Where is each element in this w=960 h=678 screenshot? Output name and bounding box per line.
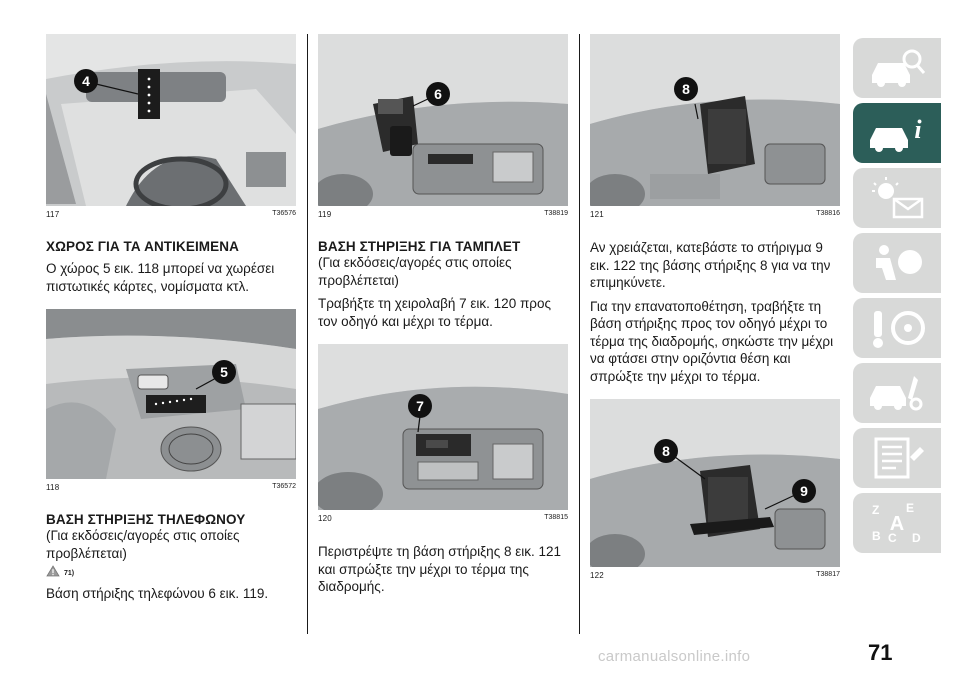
tab-car-info[interactable] <box>853 103 941 163</box>
paragraph: Περιστρέψτε τη βάση στήριξης 8 εικ. 121 και σπρώξτε την μέχρι το τέρμα της διαδρομής. <box>318 544 561 594</box>
figure-code: T38817 <box>816 571 840 578</box>
tablet-holder-rotated-illustration <box>590 34 840 206</box>
figure-caption <box>46 210 296 219</box>
warning-ref-number: 71) <box>64 570 75 577</box>
storage-compartment-illustration <box>46 309 296 479</box>
figure-caption <box>46 483 296 492</box>
figure-119 <box>318 34 568 219</box>
paragraph: Αν χρειάζεται, κατεβάστε το στήριγμα 9 εικ. 122 της βάσης στήριξης 8 για να την επιμηκύνετε. <box>590 240 831 290</box>
section-heading: ΒΑΣΗ ΣΤΗΡΙΞΗΣ ΤΗΛΕΦΩΝΟΥ <box>46 512 246 527</box>
paragraph: Βάση στήριξης τηλεφώνου 6 εικ. 119. <box>46 586 269 601</box>
tab-alphabet-index[interactable] <box>853 493 941 553</box>
figure-caption <box>590 210 840 219</box>
svg-text:i: i <box>914 115 922 144</box>
section-heading: ΧΩΡΟΣ ΓΙΑ ΤΑ ΑΝΤΙΚΕΙΜΕΝΑ <box>46 239 239 254</box>
column-divider <box>579 34 580 634</box>
airbag-seat-icon <box>866 240 928 286</box>
callout-label: 9 <box>800 483 808 499</box>
figure-117 <box>46 34 296 219</box>
availability-note: (Για εκδόσεις/αγορές στις οποίες προβλέπεται) <box>318 255 512 288</box>
specs-list-icon <box>866 435 928 481</box>
column-2 <box>318 34 568 596</box>
watermark: carmanualsonline.info <box>598 648 751 665</box>
paragraph: Ο χώρος 5 εικ. 118 μπορεί να χωρέσει πιστωτικές κάρτες, νομίσματα κτλ. <box>46 261 275 294</box>
figure-number: 118 <box>46 483 60 492</box>
figure-120 <box>318 344 568 523</box>
svg-text:C: C <box>888 531 897 545</box>
figure-caption <box>318 210 568 219</box>
figure-caption <box>590 571 840 580</box>
alphabet-index-icon <box>866 500 928 546</box>
figure-code: T38815 <box>544 514 568 521</box>
callout-label: 4 <box>82 73 90 89</box>
warning-reference <box>46 565 296 577</box>
tab-car-service[interactable] <box>853 363 941 423</box>
tab-specs-list[interactable] <box>853 428 941 488</box>
availability-note: (Για εκδόσεις/αγορές στις οποίες προβλέπεται) <box>46 528 240 561</box>
figure-code: T38816 <box>816 210 840 217</box>
svg-text:E: E <box>906 501 915 515</box>
figure-code: T38819 <box>544 210 568 217</box>
figure-number: 119 <box>318 210 332 219</box>
figure-121 <box>590 34 840 219</box>
tablet-holder-extended-illustration <box>590 399 840 567</box>
paragraph: Για την επανατοποθέτηση, τραβήξτε τη βάση στήριξης προς τον οδηγό μέχρι το τέρμα της διαδρομής, σηκώστε την μέχρι να φτάσει στην οριζόντια θέση και σπρώξτε την μέχρι το τέρμα. <box>590 298 834 384</box>
callout-label: 5 <box>220 364 228 380</box>
callout-label: 7 <box>416 398 424 414</box>
callout-label: 6 <box>434 86 442 102</box>
tablet-handle-illustration <box>318 344 568 510</box>
figure-number: 117 <box>46 210 60 219</box>
figure-number: 122 <box>590 571 604 580</box>
page-number: 71 <box>868 640 893 665</box>
column-divider <box>307 34 308 634</box>
tab-car-search[interactable] <box>853 38 941 98</box>
car-service-icon <box>866 370 928 416</box>
callout-label: 8 <box>662 443 670 459</box>
warning-lights-icon <box>866 175 928 221</box>
steering-start-icon <box>866 305 928 351</box>
svg-text:D: D <box>912 531 921 545</box>
figure-118 <box>46 309 296 492</box>
tab-airbag-seat[interactable] <box>853 233 941 293</box>
phone-holder-illustration <box>318 34 568 206</box>
figure-122 <box>590 399 840 580</box>
svg-text:A: A <box>889 513 905 535</box>
figure-number: 121 <box>590 210 604 219</box>
sun-visor-illustration <box>46 34 296 206</box>
column-3 <box>590 34 840 580</box>
callout-label: 8 <box>682 81 690 97</box>
figure-code: T36572 <box>272 483 296 490</box>
figure-code: T36576 <box>272 210 296 217</box>
figure-number: 120 <box>318 514 332 523</box>
paragraph: Τραβήξτε τη χειρολαβή 7 εικ. 120 προς τον οδηγό και μέχρι το τέρμα. <box>318 296 551 329</box>
svg-text:B: B <box>872 529 881 543</box>
car-info-icon <box>866 110 928 156</box>
warning-triangle-icon <box>46 565 60 577</box>
figure-caption <box>318 514 568 523</box>
car-search-icon <box>866 45 928 91</box>
column-1 <box>46 34 296 603</box>
tab-warning-lights[interactable] <box>853 168 941 228</box>
tab-steering-start[interactable] <box>853 298 941 358</box>
section-heading: ΒΑΣΗ ΣΤΗΡΙΞΗΣ ΓΙΑ ΤΑΜΠΛΕΤ <box>318 239 521 254</box>
svg-text:Z: Z <box>872 503 880 517</box>
